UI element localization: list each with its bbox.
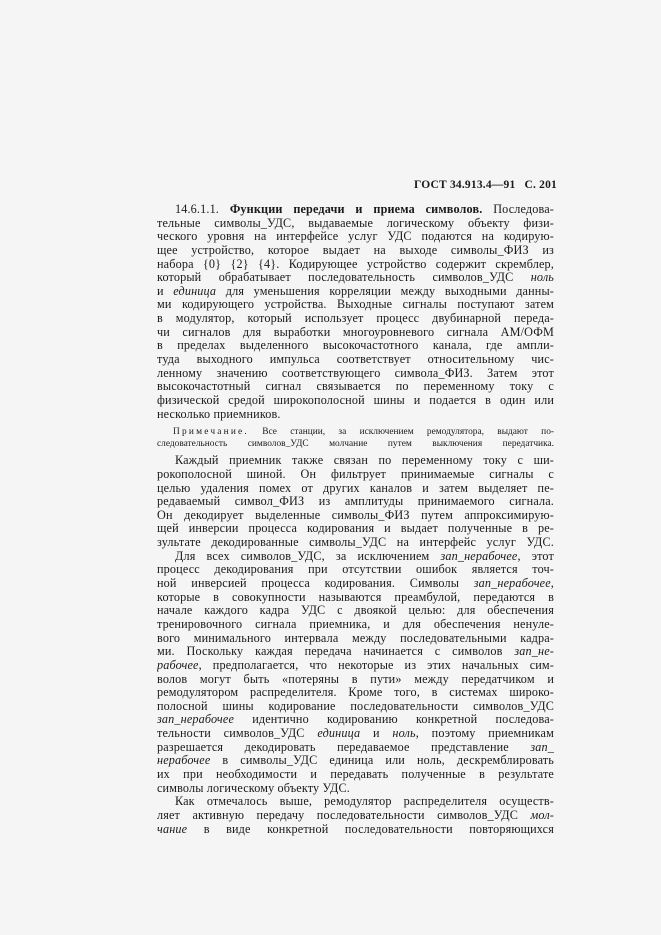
- note-label: Примечание.: [173, 427, 249, 438]
- text-line: тренировочного сигнала приемника, и для обеспечения ненуле-: [157, 617, 554, 631]
- term-italic: нерабочее: [157, 754, 211, 768]
- term-italic: ноль: [530, 271, 554, 285]
- term-italic: ноль: [392, 727, 416, 741]
- text-line: чи сигналов для выработки многоуровневого сигнала АМ/ОФМ: [157, 325, 554, 339]
- text-line: ми кодирующего устройства. Выходные сигналы поступают затем: [157, 298, 554, 312]
- term-italic: зап_нерабочее: [440, 549, 518, 563]
- text-line: рабочее, предполагается, что некоторые из этих начальных сим-: [157, 658, 554, 672]
- term-italic: рабочее: [157, 658, 199, 672]
- text-line: в модулятор, который использует процесс двубинарной переда-: [157, 312, 554, 326]
- text-line: рокополосной шиной. Он фильтрует принимаемые сигналы с: [157, 467, 554, 481]
- text-line: зультате декодированные символы_УДС на интерфейс услуг УДС.: [157, 536, 554, 550]
- term-italic: зап_нерабочее: [157, 713, 235, 727]
- text-line: разрешается декодировать передаваемое представление зап_: [157, 740, 554, 754]
- standard-number: ГОСТ 34.913.4—91: [413, 179, 516, 191]
- text-line: высокочастотный сигнал связывается по переменному току с: [157, 380, 554, 394]
- text-line: тельности символов_УДС единица и ноль, поэтому приемникам: [157, 727, 554, 741]
- text-line: щей инверсии процесса кодирования и выдает полученные в ре-: [157, 522, 554, 536]
- paragraph-decoding: [157, 550, 554, 796]
- text-line: целью удаления помех от других каналов и затем выделяет пе-: [157, 481, 554, 495]
- term-italic: единица: [173, 284, 217, 298]
- text-line: ми. Поскольку каждая передача начинается с символов зап_не-: [157, 645, 554, 659]
- text-line: редаваемый символ_ФИЗ из амплитуды принимаемого сигнала.: [157, 495, 554, 509]
- text-line: их при необходимости и передавать полученные в результате: [157, 767, 554, 781]
- note-block: [157, 426, 554, 450]
- paragraph-receiver: [157, 454, 554, 549]
- section-title: Функции передачи и приема символов.: [229, 203, 483, 216]
- term-italic: чание: [157, 822, 188, 836]
- note-line: Примечание. Все станции, за исключением ремодулятора, выдают по-: [173, 427, 554, 438]
- text-line: ленному значению соответствующего символа_ФИЗ. Затем этот: [157, 366, 554, 380]
- text-line: начале каждого кадра УДС с двоякой целью: для обеспечения: [157, 604, 554, 618]
- text-line: чание в виде конкретной последовательности повторяющихся: [157, 822, 554, 836]
- text-line: физической средой широкополосной шины и подается в один или: [157, 393, 554, 407]
- term-italic: единица: [317, 727, 361, 741]
- text-line: Как отмечалось выше, ремодулятор распределителя осуществ-: [175, 795, 554, 809]
- text-line: ной инверсией процесса кодирования. Символы зап_нерабочее,: [157, 577, 554, 591]
- text-line: зап_нерабочее идентично кодированию конкретной последова-: [157, 713, 554, 727]
- note-line: следовательность символов_УДС молчание путем выключения передатчика.: [157, 439, 554, 450]
- paragraph-remodulator: [157, 795, 554, 836]
- text-line: которые в совокупности называются преамбулой, передаются в: [157, 590, 554, 604]
- text-line: ляет активную передачу последовательности символов_УДС мол-: [157, 808, 554, 822]
- text-line: в пределах выделенного высокочастотного канала, где ампли-: [157, 339, 554, 353]
- text-line: туда выходного импульса соответствует относительному чис-: [157, 353, 554, 367]
- text-line: который обрабатывает последовательность символов_УДС ноль: [157, 271, 554, 285]
- text-line: ремодулятором распределителя. Кроме того, в системах широко-: [157, 686, 554, 700]
- text-line: символы логическому объекту УДС.: [157, 781, 350, 795]
- paragraph-section-14-6-1-1: [157, 203, 554, 421]
- term-italic: зап_не-: [514, 645, 554, 659]
- text-line: Он декодирует выделенные символы_ФИЗ путем аппроксимирую-: [157, 508, 554, 522]
- text-line: несколько приемников.: [157, 407, 281, 421]
- text-line: и единица для уменьшения корреляции между выходными данны-: [157, 284, 554, 298]
- text-line: ческого уровня на интерфейсе услуг УДС подаются на кодирую-: [157, 230, 554, 244]
- page-number: С. 201: [524, 179, 557, 191]
- section-number: 14.6.1.1.: [175, 203, 220, 216]
- text-line: волов могут быть «потеряны в пути» между передатчиком и: [157, 672, 554, 686]
- text-line: нерабочее в символы_УДС единица или ноль, дескремблировать: [157, 754, 554, 768]
- term-italic: зап_: [530, 740, 554, 754]
- text-line: Каждый приемник также связан по переменному току с ши-: [175, 454, 554, 468]
- term-italic: мол-: [530, 808, 554, 822]
- page-header: [372, 179, 557, 191]
- term-italic: зап_нерабочее: [473, 577, 551, 591]
- text-line: процесс декодирования при отсутствии ошибок является точ-: [157, 563, 554, 577]
- document-body: [157, 203, 554, 836]
- text-line: Для всех символов_УДС, за исключением зап_нерабочее, этот: [175, 549, 554, 563]
- text-line: тельные символы_УДС, выдаваемые логическому объекту физи-: [157, 216, 554, 230]
- text-line: вого минимального интервала между последовательными кадра-: [157, 631, 554, 645]
- text-line: щее устройство, которое выдает на выходе символы_ФИЗ из: [157, 243, 554, 257]
- text-line: полосной шины кодирование последовательности символов_УДС: [157, 699, 554, 713]
- text-line: 14.6.1.1. Функции передачи и приема символов. Последова-: [175, 203, 554, 216]
- text-line: набора {0} {2} {4}. Кодирующее устройство содержит скремблер,: [157, 257, 554, 271]
